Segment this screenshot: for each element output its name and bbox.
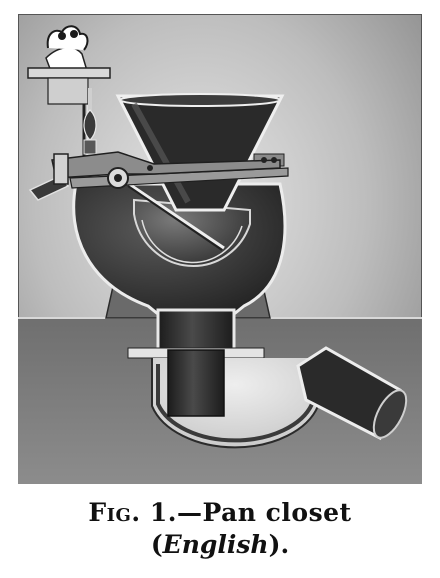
dip-pipe [168,350,224,416]
caption-line-1 [0,498,440,528]
figure-title: Pan closet [202,498,352,527]
figure-origin: English [162,530,269,559]
origin-paren-open: ( [150,530,163,559]
figure-label-number: 1. [149,498,177,527]
handle-plate [28,68,110,78]
pan-closet-engraving [18,14,422,484]
figure-label-word: Fig. [88,498,141,527]
figure-caption [0,498,440,560]
origin-paren-close: ). [268,530,290,559]
caption-line-2 [0,530,440,560]
outlet-neck [158,310,234,350]
figure-illustration [18,14,422,484]
figure-dash: — [176,498,203,527]
